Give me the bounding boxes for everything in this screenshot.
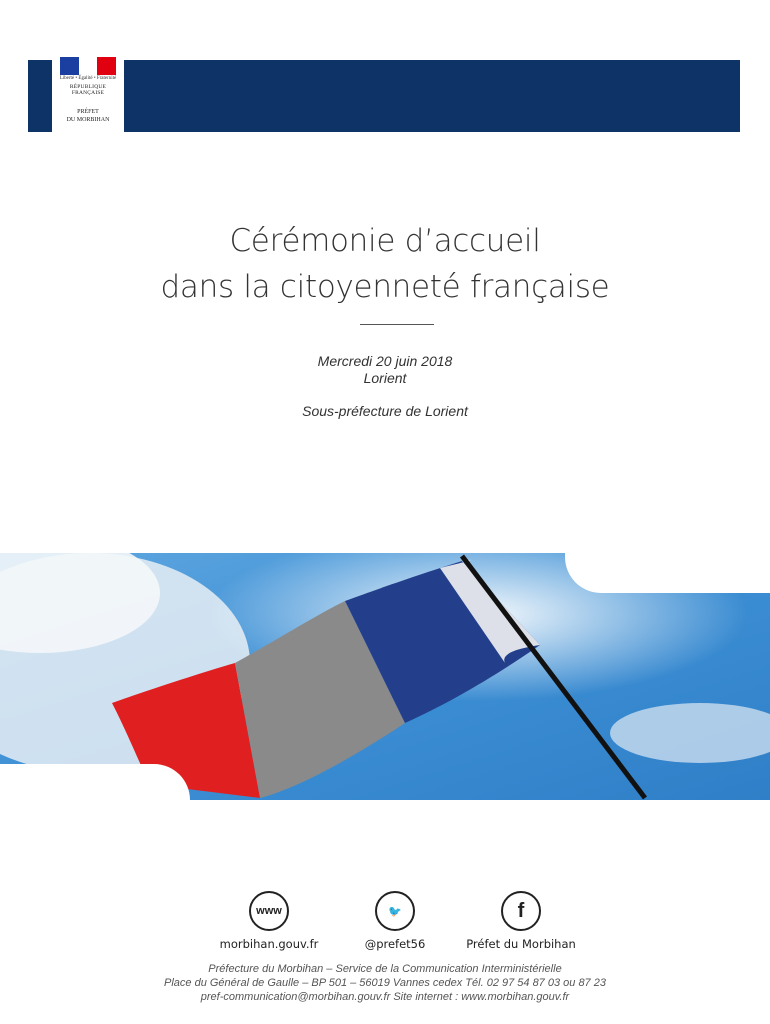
www-icon: www xyxy=(249,891,289,931)
facebook-link[interactable] xyxy=(446,891,596,951)
page-title xyxy=(0,218,770,310)
twitter-icon: 🐦 xyxy=(375,891,415,931)
photo-corner-cutout xyxy=(565,553,770,593)
logo-prefet-line2: DU MORBIHAN xyxy=(66,117,110,123)
header-band xyxy=(28,60,740,132)
logo-republic-text: RÉPUBLIQUE FRANÇAISE xyxy=(69,84,107,96)
facebook-label: Préfet du Morbihan xyxy=(466,937,576,951)
footer-line-1: Préfecture du Morbihan – Service de la Communication Interministérielle xyxy=(208,963,562,975)
title-line-2: dans la citoyenneté française xyxy=(160,269,610,305)
title-line-1: Cérémonie d’accueil xyxy=(229,223,541,259)
logo-prefet-line1: PRÉFET xyxy=(77,109,99,115)
event-venue: Sous-préfecture de Lorient xyxy=(302,403,468,419)
marianne-icon xyxy=(78,58,98,74)
logo-motto: Liberté • Égalité • Fraternité xyxy=(59,76,117,81)
twitter-label: @prefet56 xyxy=(364,937,426,951)
facebook-icon: f xyxy=(501,891,541,931)
logo-prefet-text xyxy=(54,108,122,124)
title-divider xyxy=(360,324,434,325)
event-city: Lorient xyxy=(363,370,407,386)
event-date: Mercredi 20 juin 2018 xyxy=(317,353,453,369)
photo-corner-cutout-bottom xyxy=(0,764,190,800)
prefecture-logo[interactable] xyxy=(52,50,124,132)
footer-line-2: Place du Général de Gaulle – BP 501 – 56019 Vannes cedex Tél. 02 97 54 87 03 ou 87 23 xyxy=(164,977,606,989)
footer-line-3: pref-communication@morbihan.gouv.fr Site internet : www.morbihan.gouv.fr xyxy=(200,991,570,1003)
website-label: morbihan.gouv.fr xyxy=(219,937,319,951)
